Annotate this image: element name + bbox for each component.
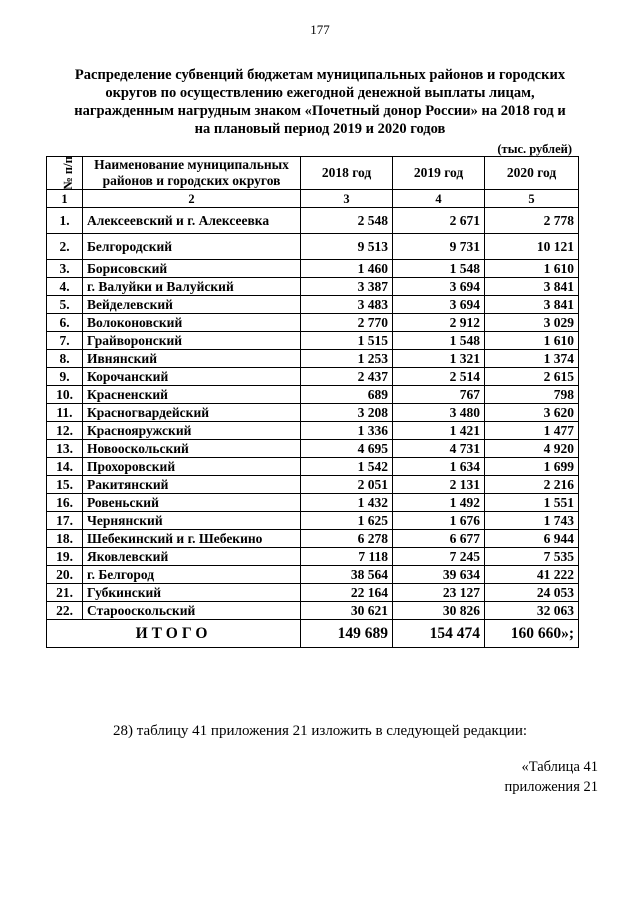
table-reference-line: приложения 21 — [504, 779, 598, 795]
district-name: Прохоровский — [83, 458, 301, 476]
column-number: 1 — [47, 190, 83, 208]
value-2020: 1 699 — [485, 458, 579, 476]
table-row — [47, 440, 579, 458]
district-name: Борисовский — [83, 260, 301, 278]
value-2019: 1 421 — [393, 422, 485, 440]
value-2020: 1 551 — [485, 494, 579, 512]
value-2019: 6 677 — [393, 530, 485, 548]
value-2018: 3 387 — [301, 278, 393, 296]
value-2018: 38 564 — [301, 566, 393, 584]
row-number: 11. — [47, 404, 83, 422]
value-2019: 1 634 — [393, 458, 485, 476]
value-2018: 4 695 — [301, 440, 393, 458]
value-2018: 6 278 — [301, 530, 393, 548]
row-number: 21. — [47, 584, 83, 602]
value-2019: 39 634 — [393, 566, 485, 584]
units-label: (тыс. рублей) — [497, 142, 572, 156]
column-number: 5 — [485, 190, 579, 208]
table-reference-line: «Таблица 41 — [521, 759, 598, 775]
value-2018: 30 621 — [301, 602, 393, 620]
table-row — [47, 404, 579, 422]
value-2018: 2 548 — [301, 208, 393, 234]
value-2020: 10 121 — [485, 234, 579, 260]
value-2020: 2 216 — [485, 476, 579, 494]
value-2020: 2 778 — [485, 208, 579, 234]
table-row — [47, 566, 579, 584]
table-row — [47, 332, 579, 350]
table-row — [47, 314, 579, 332]
value-2019: 3 694 — [393, 296, 485, 314]
value-2018: 1 625 — [301, 512, 393, 530]
value-2019: 1 492 — [393, 494, 485, 512]
document-title — [40, 66, 600, 138]
value-2020: 3 841 — [485, 278, 579, 296]
page-number: 177 — [310, 22, 330, 37]
district-name: Грайворонский — [83, 332, 301, 350]
table-row — [47, 296, 579, 314]
row-number: 13. — [47, 440, 83, 458]
value-2018: 3 208 — [301, 404, 393, 422]
row-number: 9. — [47, 368, 83, 386]
value-2019: 1 676 — [393, 512, 485, 530]
value-2018: 2 770 — [301, 314, 393, 332]
value-2020: 1 743 — [485, 512, 579, 530]
table-row — [47, 584, 579, 602]
value-2019: 3 694 — [393, 278, 485, 296]
district-name: Новооскольский — [83, 440, 301, 458]
table-row — [47, 278, 579, 296]
value-2020: 798 — [485, 386, 579, 404]
district-name: Вейделевский — [83, 296, 301, 314]
value-2020: 3 841 — [485, 296, 579, 314]
row-number: 8. — [47, 350, 83, 368]
district-name: Алексеевский и г. Алексеевка — [83, 208, 301, 234]
value-2020: 1 610 — [485, 332, 579, 350]
total-label: ИТОГО — [47, 620, 301, 648]
district-name: Волоконовский — [83, 314, 301, 332]
row-number: 2. — [47, 234, 83, 260]
header-2018: 2018 год — [301, 157, 393, 190]
table-row — [47, 350, 579, 368]
value-2019: 4 731 — [393, 440, 485, 458]
total-2019: 154 474 — [393, 620, 485, 648]
value-2018: 9 513 — [301, 234, 393, 260]
value-2018: 1 336 — [301, 422, 393, 440]
value-2019: 7 245 — [393, 548, 485, 566]
district-name: Губкинский — [83, 584, 301, 602]
title-line: Распределение субвенций бюджетам муниципальных районов и городских — [74, 67, 566, 83]
district-name: Чернянский — [83, 512, 301, 530]
value-2018: 689 — [301, 386, 393, 404]
row-number: 15. — [47, 476, 83, 494]
header-num: № п/п — [47, 157, 83, 190]
total-row — [47, 620, 579, 648]
title-line: округов по осуществлению ежегодной денежной выплаты лицам, — [105, 85, 535, 101]
table-row — [47, 476, 579, 494]
table-reference — [505, 757, 598, 797]
header-name: Наименование муниципальных районов и городских округов — [83, 157, 301, 190]
row-number: 6. — [47, 314, 83, 332]
value-2020: 1 477 — [485, 422, 579, 440]
table-row — [47, 260, 579, 278]
column-number: 4 — [393, 190, 485, 208]
title-line: награжденным нагрудным знаком «Почетный донор России» на 2018 год и — [74, 103, 566, 119]
table-row — [47, 422, 579, 440]
table-header-row — [47, 157, 579, 190]
row-number: 17. — [47, 512, 83, 530]
value-2019: 30 826 — [393, 602, 485, 620]
district-name: Яковлевский — [83, 548, 301, 566]
value-2019: 2 131 — [393, 476, 485, 494]
value-2020: 32 063 — [485, 602, 579, 620]
value-2019: 23 127 — [393, 584, 485, 602]
value-2019: 767 — [393, 386, 485, 404]
district-name: Красногвардейский — [83, 404, 301, 422]
value-2018: 2 051 — [301, 476, 393, 494]
district-name: г. Белгород — [83, 566, 301, 584]
district-name: Старооскольский — [83, 602, 301, 620]
row-number: 18. — [47, 530, 83, 548]
row-number: 10. — [47, 386, 83, 404]
value-2019: 2 671 — [393, 208, 485, 234]
row-number: 1. — [47, 208, 83, 234]
district-name: Краснояружский — [83, 422, 301, 440]
value-2020: 2 615 — [485, 368, 579, 386]
subvention-table — [46, 156, 579, 648]
value-2018: 3 483 — [301, 296, 393, 314]
value-2018: 1 432 — [301, 494, 393, 512]
table-row — [47, 602, 579, 620]
column-number-row — [47, 190, 579, 208]
row-number: 20. — [47, 566, 83, 584]
value-2018: 2 437 — [301, 368, 393, 386]
value-2020: 41 222 — [485, 566, 579, 584]
table-row — [47, 458, 579, 476]
table-row — [47, 494, 579, 512]
value-2019: 2 912 — [393, 314, 485, 332]
value-2019: 1 548 — [393, 260, 485, 278]
value-2020: 4 920 — [485, 440, 579, 458]
header-2020: 2020 год — [485, 157, 579, 190]
row-number: 7. — [47, 332, 83, 350]
header-2019: 2019 год — [393, 157, 485, 190]
district-name: Красненский — [83, 386, 301, 404]
value-2018: 7 118 — [301, 548, 393, 566]
instruction-text: 28) таблицу 41 приложения 21 изложить в следующей редакции: — [112, 723, 528, 739]
district-name: г. Валуйки и Валуйский — [83, 278, 301, 296]
title-line: на плановый период 2019 и 2020 годов — [194, 121, 446, 137]
row-number: 16. — [47, 494, 83, 512]
total-2018: 149 689 — [301, 620, 393, 648]
total-2020: 160 660»; — [485, 620, 579, 648]
column-number: 3 — [301, 190, 393, 208]
table-row — [47, 512, 579, 530]
value-2019: 1 321 — [393, 350, 485, 368]
table-row — [47, 530, 579, 548]
value-2020: 24 053 — [485, 584, 579, 602]
row-number: 3. — [47, 260, 83, 278]
table-row — [47, 548, 579, 566]
value-2018: 1 460 — [301, 260, 393, 278]
value-2020: 6 944 — [485, 530, 579, 548]
value-2019: 2 514 — [393, 368, 485, 386]
district-name: Белгородский — [83, 234, 301, 260]
value-2019: 3 480 — [393, 404, 485, 422]
value-2020: 3 029 — [485, 314, 579, 332]
row-number: 22. — [47, 602, 83, 620]
value-2020: 7 535 — [485, 548, 579, 566]
value-2019: 1 548 — [393, 332, 485, 350]
district-name: Ровеньский — [83, 494, 301, 512]
value-2020: 1 610 — [485, 260, 579, 278]
table-row — [47, 368, 579, 386]
value-2020: 1 374 — [485, 350, 579, 368]
table-row — [47, 386, 579, 404]
row-number: 12. — [47, 422, 83, 440]
value-2018: 1 542 — [301, 458, 393, 476]
value-2019: 9 731 — [393, 234, 485, 260]
value-2018: 22 164 — [301, 584, 393, 602]
district-name: Ракитянский — [83, 476, 301, 494]
district-name: Корочанский — [83, 368, 301, 386]
district-name: Ивнянский — [83, 350, 301, 368]
row-number: 19. — [47, 548, 83, 566]
table-row — [47, 208, 579, 234]
district-name: Шебекинский и г. Шебекино — [83, 530, 301, 548]
row-number: 4. — [47, 278, 83, 296]
table-row — [47, 234, 579, 260]
column-number: 2 — [83, 190, 301, 208]
value-2018: 1 515 — [301, 332, 393, 350]
row-number: 5. — [47, 296, 83, 314]
value-2018: 1 253 — [301, 350, 393, 368]
value-2020: 3 620 — [485, 404, 579, 422]
row-number: 14. — [47, 458, 83, 476]
